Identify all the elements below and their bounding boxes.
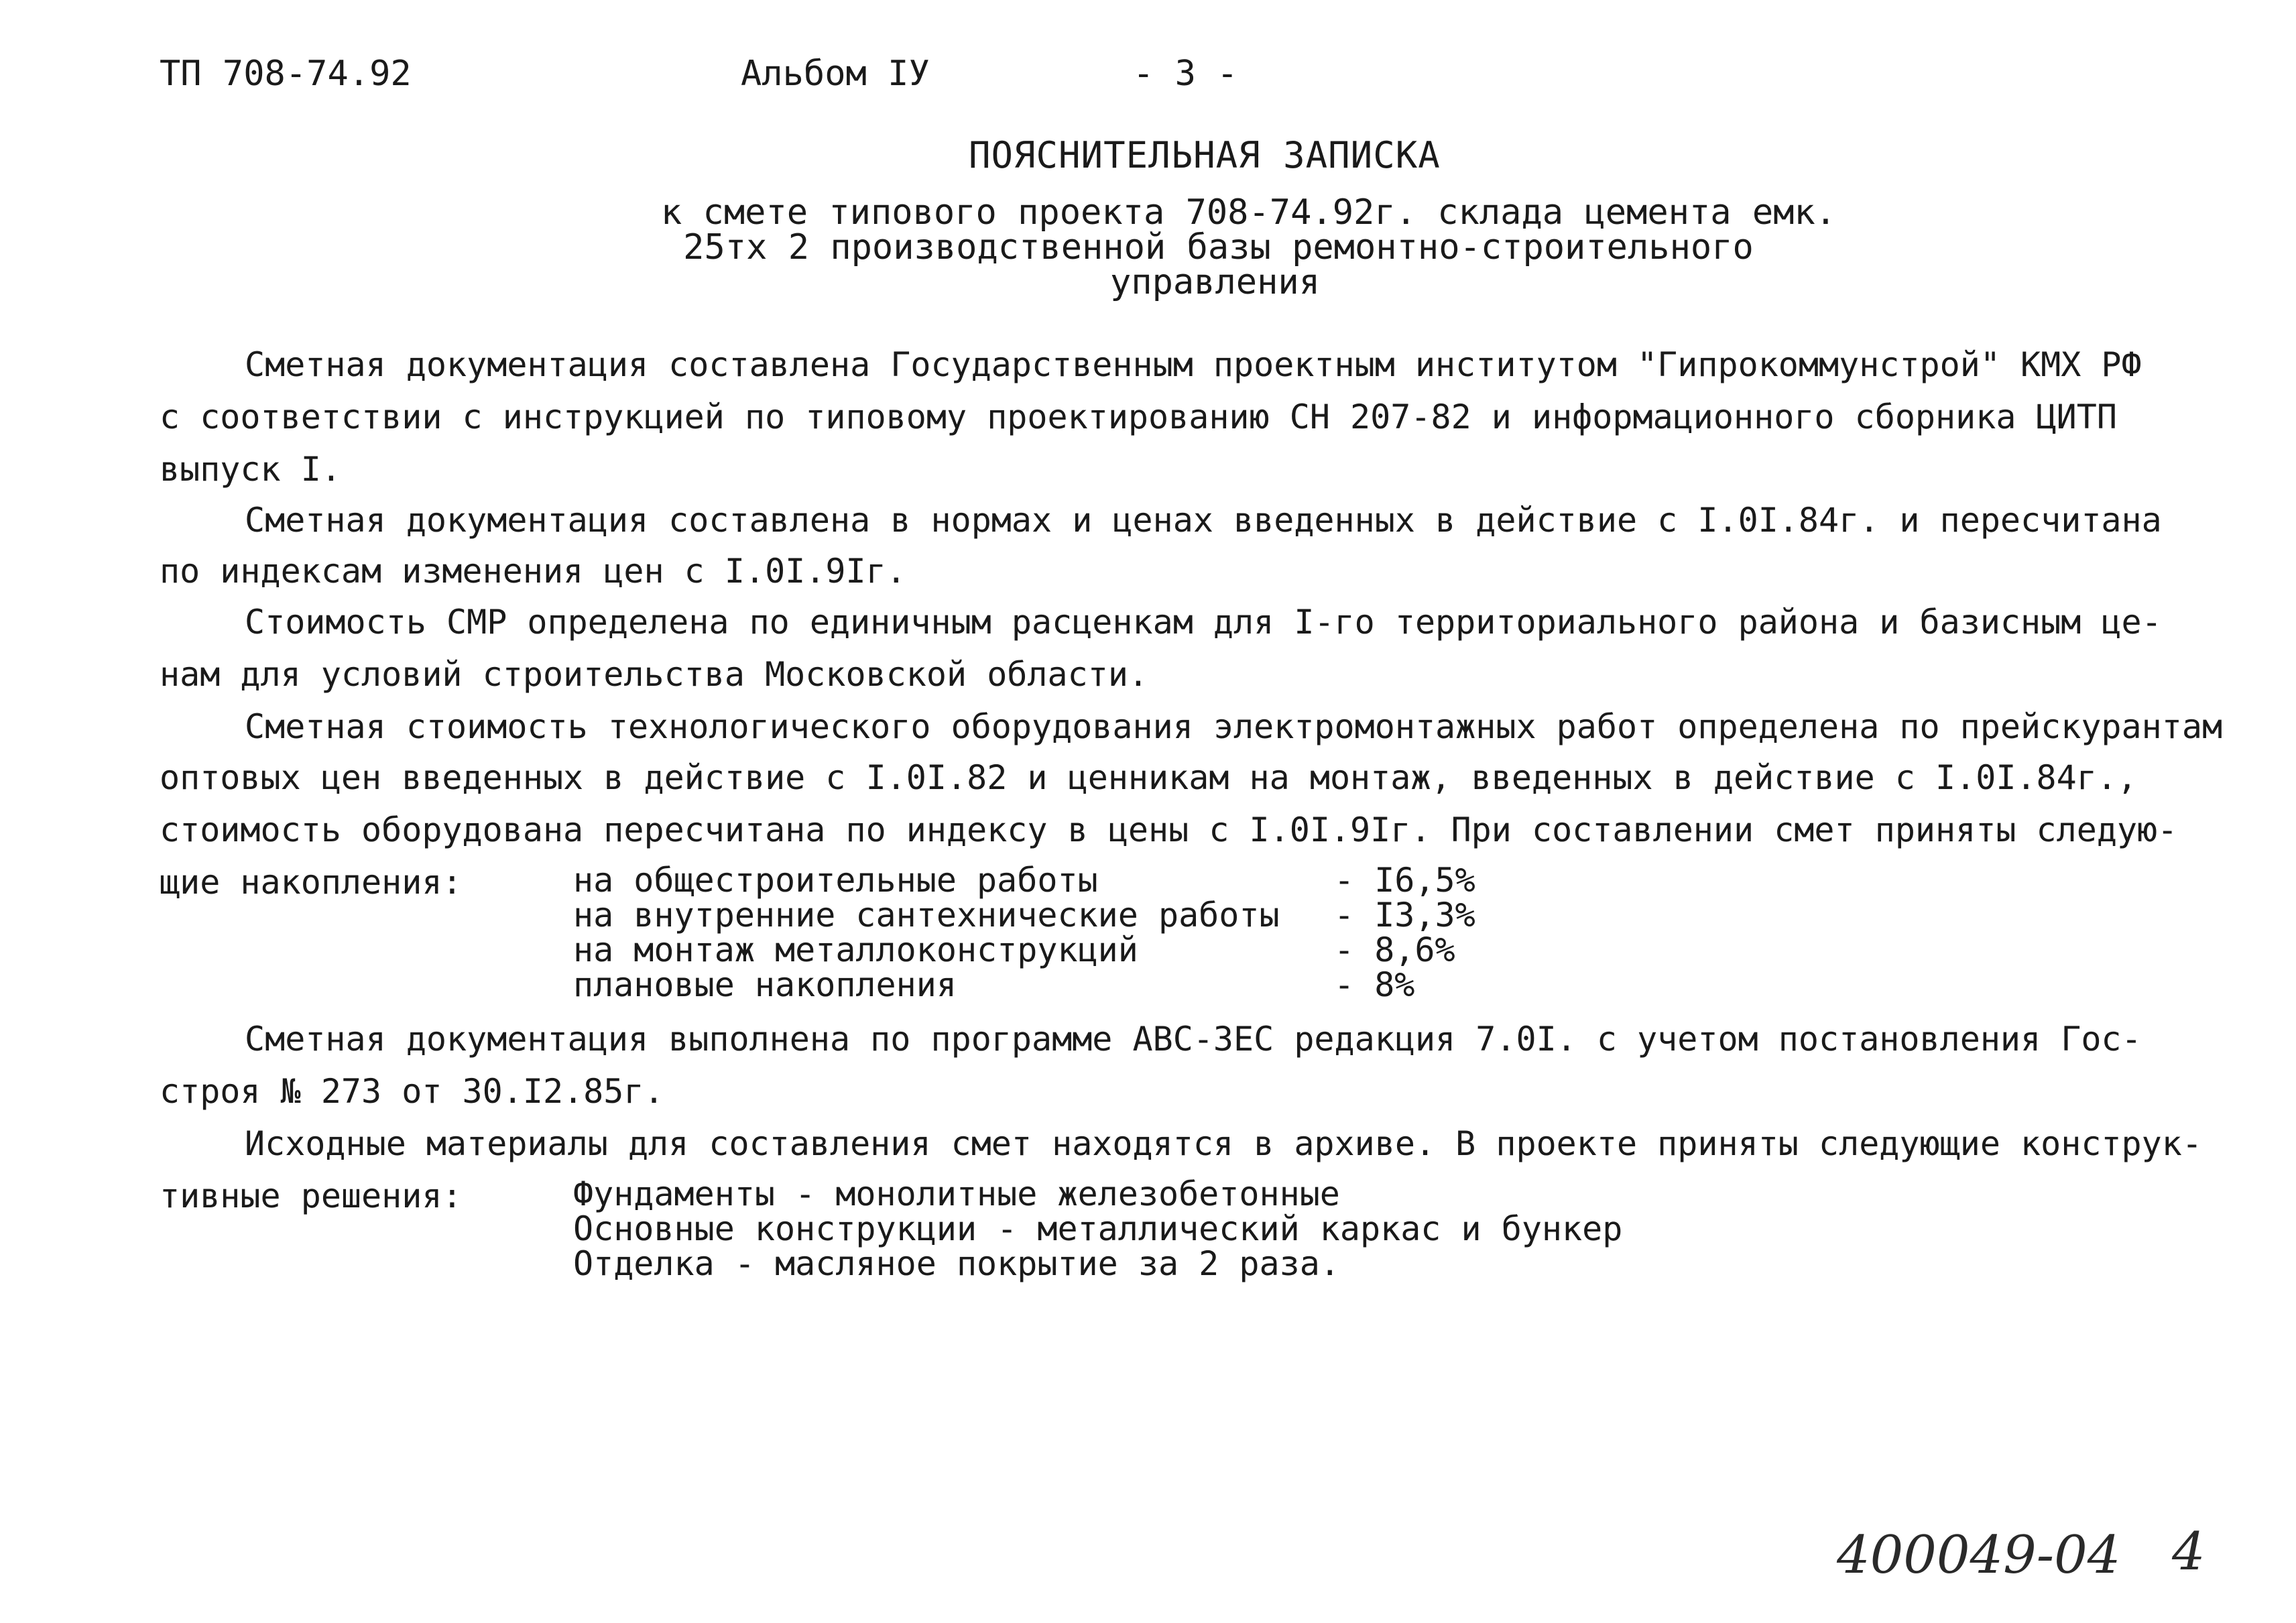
accrual-value: - I3,3% bbox=[1334, 896, 1475, 935]
solution-item: Основные конструкции - металлический каркас и бункер bbox=[573, 1209, 1623, 1248]
paragraph-line: по индексам изменения цен с I.0I.9Iг. bbox=[160, 552, 906, 591]
document-title: ПОЯСНИТЕЛЬНАЯ ЗАПИСКА bbox=[969, 134, 1441, 176]
paragraph-line: стоимость оборудована пересчитана по индексу в цены с I.0I.9Iг. При составлении смет приняты следую- bbox=[160, 810, 2178, 849]
sheet-code: 400049-04 bbox=[1837, 1525, 2121, 1585]
paragraph-line: выпуск I. bbox=[160, 450, 341, 489]
accrual-item: на внутренние сантехнические работы bbox=[573, 896, 1280, 935]
paragraph-line: строя № 273 от 30.I2.85г. bbox=[160, 1072, 664, 1111]
paragraph-line: Сметная стоимость технологического оборудования электромонтажных работ определена по прейскурантам bbox=[245, 707, 2223, 746]
solution-item: Отделка - масляное покрытие за 2 раза. bbox=[573, 1244, 1340, 1283]
paragraph-line: Стоимость СМР определена по единичным расценкам для I-го территориального района и базисным це- bbox=[245, 603, 2162, 642]
accrual-item: на монтаж металлоконструкций bbox=[573, 930, 1138, 969]
subtitle-line: управления bbox=[1109, 262, 1321, 302]
paragraph-line: оптовых цен введенных в действие с I.0I.82 и ценникам на монтаж, введенных в действие с I.0I.84г., bbox=[160, 758, 2138, 797]
solution-item: Фундаменты - монолитные железобетонные bbox=[573, 1175, 1340, 1213]
page-number: - 3 - bbox=[1133, 54, 1238, 94]
accruals-label: щие накопления: bbox=[160, 863, 463, 902]
subtitle-line: 25тх 2 производственной базы ремонтно-строительного bbox=[683, 227, 1754, 267]
accrual-item: на общестроительные работы bbox=[573, 861, 1098, 900]
accrual-value: - I6,5% bbox=[1334, 861, 1475, 900]
paragraph-line: Исходные материалы для составления смет находятся в архиве. В проекте приняты следующие конструк- bbox=[245, 1124, 2202, 1163]
paragraph-line: с соответствии с инструкцией по типовому проектированию СН 207-82 и информационного сборника ЦИТП bbox=[160, 398, 2117, 436]
solutions-label: тивные решения: bbox=[160, 1177, 463, 1215]
sheet-number: 4 bbox=[2172, 1522, 2206, 1582]
paragraph-line: Сметная документация составлена в нормах и ценах введенных в действие с I.0I.84г. и пересчитана bbox=[245, 501, 2162, 540]
paragraph-line: нам для условий строительства Московской области. bbox=[160, 655, 1149, 694]
album-label: Альбом IУ bbox=[741, 54, 930, 94]
accrual-item: плановые накопления bbox=[573, 965, 957, 1004]
subtitle-line: к смете типового проекта 708-74.92г. склада цемента емк. bbox=[660, 192, 1837, 233]
document-code: ТП 708-74.92 bbox=[160, 54, 412, 94]
paragraph-line: Сметная документация выполнена по программе АВС-ЗЕС редакция 7.0I. с учетом постановления Гос- bbox=[245, 1020, 2142, 1059]
accrual-value: - 8% bbox=[1334, 965, 1415, 1004]
paragraph-line: Сметная документация составлена Государственным проектным институтом "Гипрокоммунстрой" КМХ РФ bbox=[245, 345, 2142, 384]
accrual-value: - 8,6% bbox=[1334, 930, 1455, 969]
